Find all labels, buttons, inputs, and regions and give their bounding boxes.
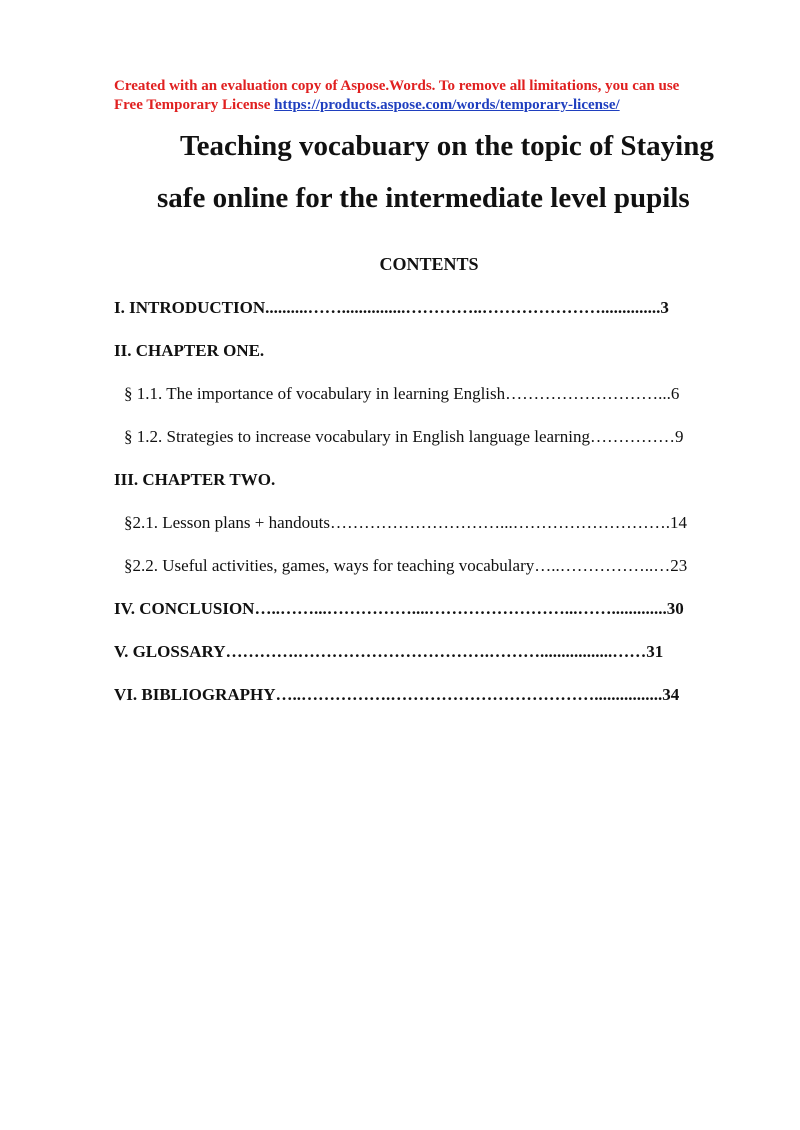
evaluation-notice-line2 [114,96,754,115]
toc-leader-dots: …………… [589,427,675,446]
toc-entry [114,339,742,363]
toc-page-number: 31 [646,642,664,661]
toc-entry-text: IV. CONCLUSION [114,599,255,618]
toc-page-number: 9 [674,427,684,446]
toc-entry-text: II. CHAPTER ONE. [114,341,265,360]
toc-entry-text: VI. BIBLIOGRAPHY [114,685,276,704]
toc-entry [124,382,742,406]
toc-entry-text: V. GLOSSARY [114,642,226,661]
license-link[interactable]: https://products.aspose.com/words/temporary-license/ [274,97,620,113]
toc-entry-text: §2.2. Useful activities, games, ways for teaching vocabulary [124,556,535,575]
toc-entry [114,296,742,320]
toc-entry-text: §2.1. Lesson plans + handouts [124,513,331,532]
toc-entry [114,597,742,621]
toc-leader-dots: …..……...……………....……………………...……............. [254,599,667,618]
title-line-2: safe online for the intermediate level pupils [157,182,690,214]
toc-leader-dots: …..……………..… [534,556,671,575]
toc-page-number: 3 [660,298,669,317]
toc-page-number: 6 [670,384,680,403]
toc-leader-dots: …..…………….………………………………................ [275,685,663,704]
evaluation-notice [114,77,754,115]
toc-entry [114,640,742,664]
toc-page-number: 14 [670,513,688,532]
title-line-1: Teaching vocabuary on the topic of Staying [180,130,714,162]
toc-leader-dots: ………….…………………………….……….................…… [225,642,647,661]
toc-entry [124,554,742,578]
toc-leader-dots: ..........……...............…………..………………….............. [265,298,661,317]
toc-page-number: 34 [662,685,680,704]
toc-entry-text: § 1.1. The importance of vocabulary in learning English [124,384,506,403]
toc-leader-dots: …………………………...………………………. [330,513,671,532]
toc-leader-dots: ………………………... [505,384,671,403]
toc-entry [124,425,742,449]
license-label: Free Temporary License [114,97,275,113]
toc-entry [114,683,742,707]
toc-page-number: 30 [666,599,684,618]
toc-entry [114,468,742,492]
toc-page-number: 23 [670,556,688,575]
evaluation-notice-line1: Created with an evaluation copy of Aspose.Words. To remove all limitations, you can use [114,78,680,94]
toc-entry-text: § 1.2. Strategies to increase vocabulary in English language learning [124,427,590,446]
toc-entry [124,511,742,535]
contents-heading: CONTENTS [379,254,479,274]
toc-entry-text: I. INTRODUCTION [114,298,266,317]
toc-entry-text: III. CHAPTER TWO. [114,470,276,489]
